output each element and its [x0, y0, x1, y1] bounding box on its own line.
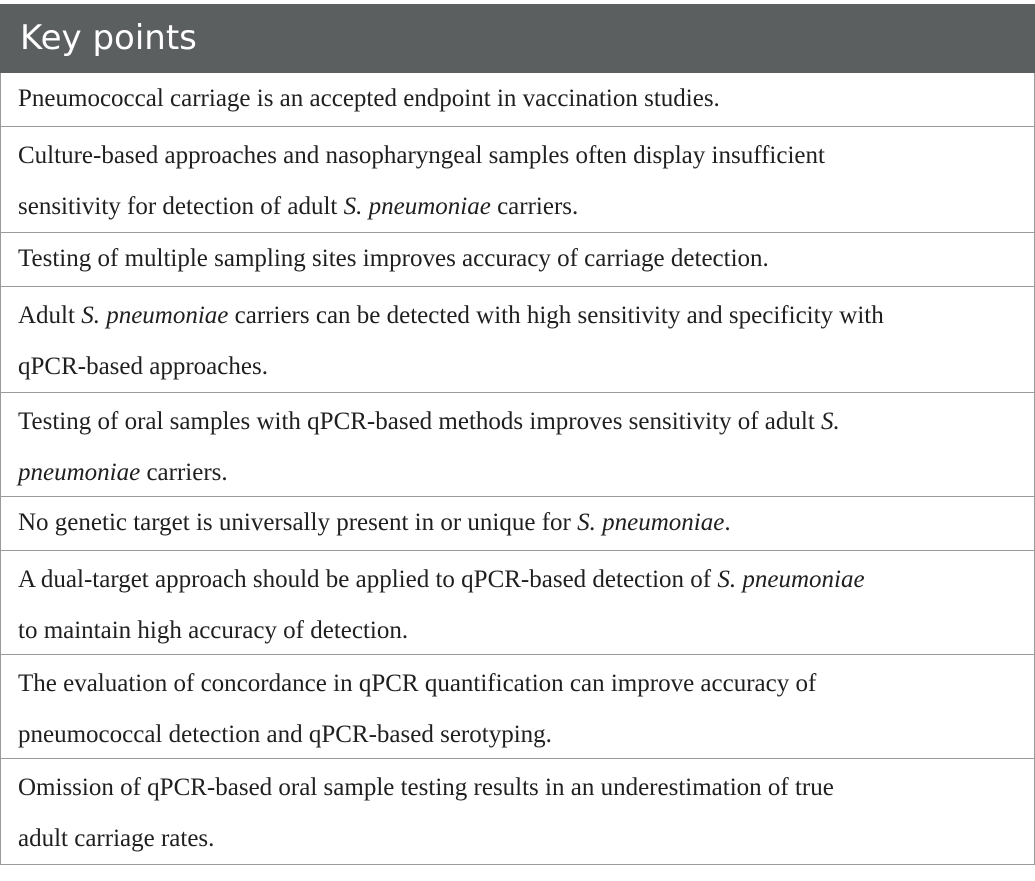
species-name: S. pneumoniae	[717, 566, 865, 593]
row-text-line	[18, 353, 268, 381]
table-row	[0, 655, 1035, 759]
row-text: sensitivity for detection of adult	[18, 193, 344, 220]
row-text-line	[18, 85, 720, 113]
row-text-line	[18, 245, 769, 273]
row-text: The evaluation of concordance in qPCR quantification can improve accuracy of	[18, 670, 817, 697]
table-row	[0, 287, 1035, 393]
row-text-line	[18, 142, 825, 170]
row-text: Adult	[18, 302, 82, 329]
row-text-line	[18, 721, 552, 749]
table-row	[0, 551, 1035, 655]
row-text: qPCR-based approaches.	[18, 353, 268, 380]
row-text: carriers.	[140, 459, 228, 486]
species-name: S. pneumoniae	[343, 193, 491, 220]
row-text-line	[18, 774, 834, 802]
row-text-line	[18, 408, 840, 436]
row-text-line	[18, 509, 731, 537]
table-row	[0, 497, 1035, 551]
table-row	[0, 393, 1035, 497]
row-text: carriers can be detected with high sensitivity and specificity with	[228, 302, 884, 329]
row-text-line	[18, 617, 408, 645]
row-text: Testing of oral samples with qPCR-based methods improves sensitivity of adult	[18, 408, 822, 435]
row-text: No genetic target is universally present in or unique for	[18, 509, 578, 536]
table-row	[0, 759, 1035, 865]
row-text: to maintain high accuracy of detection.	[18, 617, 409, 644]
row-text-line	[18, 302, 884, 330]
table-header: Key points	[0, 4, 1035, 73]
table-row	[0, 127, 1035, 233]
row-text: Testing of multiple sampling sites improves accuracy of carriage detection.	[18, 245, 769, 272]
row-text: adult carriage rates.	[18, 825, 215, 852]
species-name: pneumoniae	[18, 459, 141, 486]
table-row	[0, 233, 1035, 287]
row-text: Culture-based approaches and nasopharyngeal samples often display insufficient	[18, 142, 825, 169]
row-text: Pneumococcal carriage is an accepted endpoint in vaccination studies.	[18, 85, 720, 112]
row-text: pneumococcal detection and qPCR-based serotyping.	[18, 721, 552, 748]
row-text-line	[18, 459, 228, 487]
row-text-line	[18, 825, 214, 853]
table-row	[0, 73, 1035, 127]
species-name: S.	[821, 408, 840, 435]
row-text-line	[18, 193, 578, 221]
species-name: S. pneumoniae	[81, 302, 229, 329]
row-text: Omission of qPCR-based oral sample testing results in an underestimation of true	[18, 774, 834, 801]
row-text: carriers.	[490, 193, 579, 220]
row-text-line	[18, 670, 816, 698]
species-name: S. pneumoniae	[577, 509, 725, 536]
row-text-line	[18, 566, 865, 594]
row-text: A dual-target approach should be applied to qPCR-based detection of	[18, 566, 718, 593]
row-text: .	[724, 509, 731, 536]
